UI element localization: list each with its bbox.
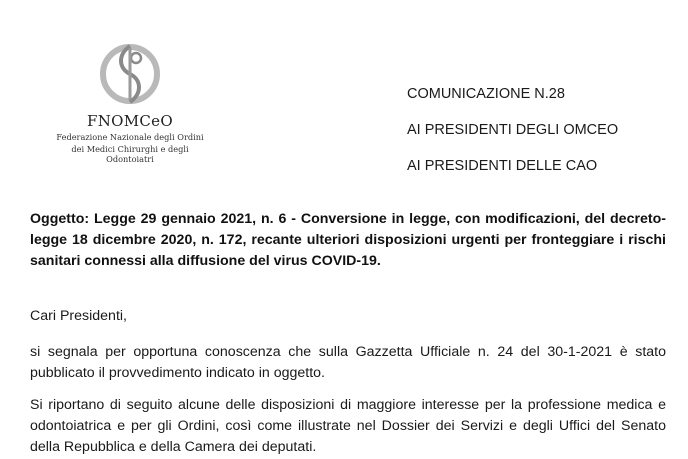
- body-paragraph-2: Si riportano di seguito alcune delle disposizioni di maggiore interesse per la professione medica e odontoiatrica e per gli Ordini, così come illustrate nel Dossier dei Servizi e degli Uffici del Senato della Repubblica e della Camera dei deputati.: [30, 397, 666, 455]
- fnomceo-emblem-icon: [100, 38, 160, 108]
- recipients-block: [407, 84, 618, 192]
- recipient-omceo: AI PRESIDENTI DEGLI OMCEO: [407, 122, 619, 138]
- org-subtitle-line1: Federazione Nazionale degli Ordini: [56, 132, 204, 142]
- body-paragraph-1: si segnala per opportuna conoscenza che sulla Gazzetta Ufficiale n. 24 del 30-1-2021 è stato pubblicato il provvedimento indicato in oggetto.: [30, 344, 666, 381]
- org-subtitle-line2: dei Medici Chirurghi e degli Odontoiatri: [71, 144, 189, 164]
- recipient-cao: AI PRESIDENTI DELLE CAO: [407, 158, 598, 174]
- letterhead-logo: [50, 38, 210, 164]
- greeting: Cari Presidenti,: [30, 308, 127, 324]
- communication-number: COMUNICAZIONE N.28: [407, 86, 565, 102]
- subject-line: Oggetto: Legge 29 gennaio 2021, n. 6 - Conversione in legge, con modificazioni, del decreto-legge 18 dicembre 2020, n. 172, recante ulteriori disposizioni urgenti per fronteggiare i rischi sanitari connessi alla diffusione del virus COVID-19.: [30, 211, 666, 269]
- org-name: FNOMCeO: [87, 112, 173, 130]
